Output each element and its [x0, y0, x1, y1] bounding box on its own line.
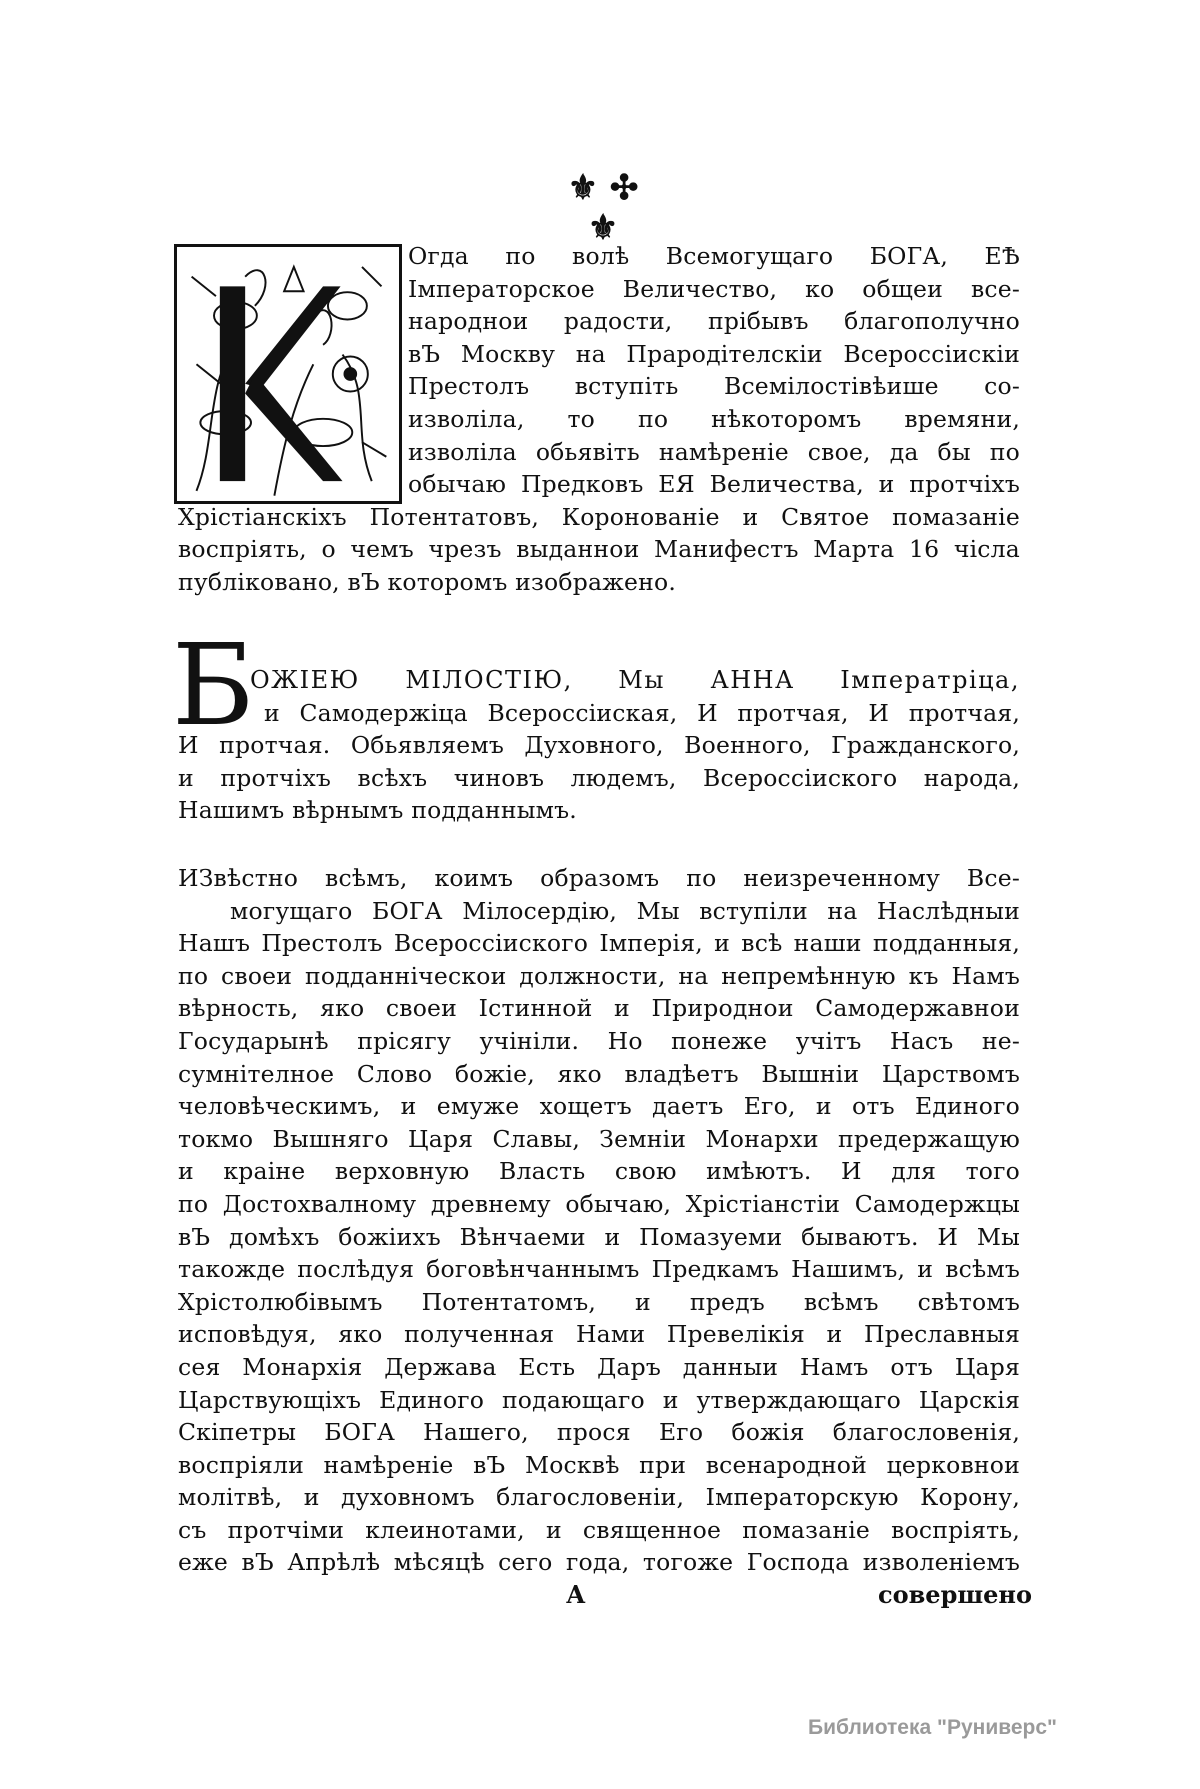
text-line: сея Монархія Держава Есть Даръ данныи Намъ отъ Царя [178, 1352, 1020, 1381]
text-line: токмо Вышняго Царя Славы, Земніи Монархи предержащую [178, 1124, 1020, 1153]
signature-mark: А [566, 1580, 586, 1609]
text-line: исповѣдуя, яко полученная Нами Превелікія и Преславныя [178, 1320, 1020, 1349]
text-line: могущаго БОГА Мілосердію, Мы вступіли на Наслѣдныи [230, 896, 1020, 925]
text-line: сумнітелное Слово божіе, яко владѣетъ Вышніи Царствомъ [178, 1059, 1020, 1088]
text-line: такожде послѣдуя боговѣнчаннымъ Предкамъ Нашимъ, и всѣмъ [178, 1255, 1020, 1284]
decree-paragraph [178, 664, 1020, 827]
text-line: публіковано, вЪ которомъ изображено. [178, 567, 676, 596]
text-line: молітвѣ, и духовномъ благословеніи, Імператорскую Корону, [178, 1483, 1020, 1512]
decree-initial: Б [172, 621, 255, 751]
text-line: воспріять, о чемъ чрезъ выданнои Манифестъ Марта 16 чісла [178, 535, 1020, 564]
text-line: вЪ домѣхъ божіихъ Вѣнчаеми и Помазуеми бываютъ. И Мы [178, 1222, 1020, 1251]
text-line: по Достохвалному древнему обычаю, Хрістіанстіи Самодержцы [178, 1189, 1020, 1218]
text-line: Скіпетры БОГА Нашего, прося Его божія благословенія, [178, 1418, 1020, 1447]
text-line: воспріяли намѣреніе вЪ Москвѣ при всенародной церковнои [178, 1450, 1020, 1479]
text-line: ИЗвѣстно всѣмъ, коимъ образомъ по неизреченному Все- [178, 864, 1020, 892]
text-line: Престолъ вступіть Всемілостівѣише со- [408, 372, 1020, 401]
library-watermark: Библиотека "Руниверс" [808, 1716, 1058, 1739]
text-line: Нашъ Престолъ Всероссіиского Імперія, и всѣ наши подданныя, [178, 929, 1020, 958]
text-line: Хрістолюбівымъ Потентатомъ, и предъ всѣмъ свѣтомъ [178, 1287, 1020, 1316]
text-line: еже вЪ Апрѣлѣ мѣсяцѣ сего года, тогоже Господа изволеніемъ [178, 1548, 1020, 1577]
text-line: Огда по волѣ Всемогущаго БОГА, ЕѢ [408, 242, 1020, 270]
text-line: Государынѣ прісягу учініли. Но понеже учітъ Насъ не- [178, 1026, 1020, 1055]
text-line: народнои радости, прібывъ благополучно [408, 307, 1020, 336]
text-line: и Самодержіца Всероссіиская, И протчая, И протчая, [264, 698, 1020, 727]
catchword: совершено [878, 1580, 1032, 1609]
text-line: И протчая. Обьявляемъ Духовного, Военного, Гражданского, [178, 731, 1020, 760]
text-line: обычаю Предковъ ЕЯ Величества, и протчіхъ [408, 470, 1020, 499]
text-line: вѣрность, яко своеи Істинной и Природнои Самодержавнои [178, 994, 1020, 1023]
header-ornament: ⚜ ✣ ⚜ [567, 168, 639, 248]
text-line: и протчіхъ всѣхъ чиновъ людемъ, Всероссіиского народа, [178, 763, 1020, 792]
text-line: по своеи подданніческои должности, на непремѣнную къ Намъ [178, 961, 1020, 990]
text-line: и краіне верховную Власть свою имѣютъ. И для того [178, 1157, 1020, 1186]
text-line: Імператорское Величество, ко общеи все- [408, 274, 1020, 303]
text-line: человѣческимъ, и емуже хощетъ даетъ Его, и отъ Единого [178, 1092, 1020, 1121]
text-line: Нашимъ вѣрнымъ подданнымъ. [178, 796, 577, 825]
text-line: Царствующіхъ Единого подающаго и утверждающаго Царскія [178, 1385, 1020, 1414]
text-line: вЪ Москву на Прародітелскіи Всероссіискіи [408, 339, 1020, 368]
text-line: ОЖІЕЮ МІЛОСТІЮ, Мы АННА Імператріца, [250, 666, 1020, 694]
body-paragraph [178, 862, 1020, 1579]
intro-paragraph [178, 240, 1020, 599]
text-line: изволіла обьявіть намѣреніе свое, да бы по [408, 437, 1020, 466]
text-line: Хрістіанскіхъ Потентатовъ, Коронованіе и Святое помазаніе [178, 502, 1020, 531]
text-line: съ протчіми клеинотами, и священное помазаніе воспріять, [178, 1515, 1020, 1544]
text-line: изволіла, то по нѣкоторомъ времяни, [408, 404, 1020, 433]
